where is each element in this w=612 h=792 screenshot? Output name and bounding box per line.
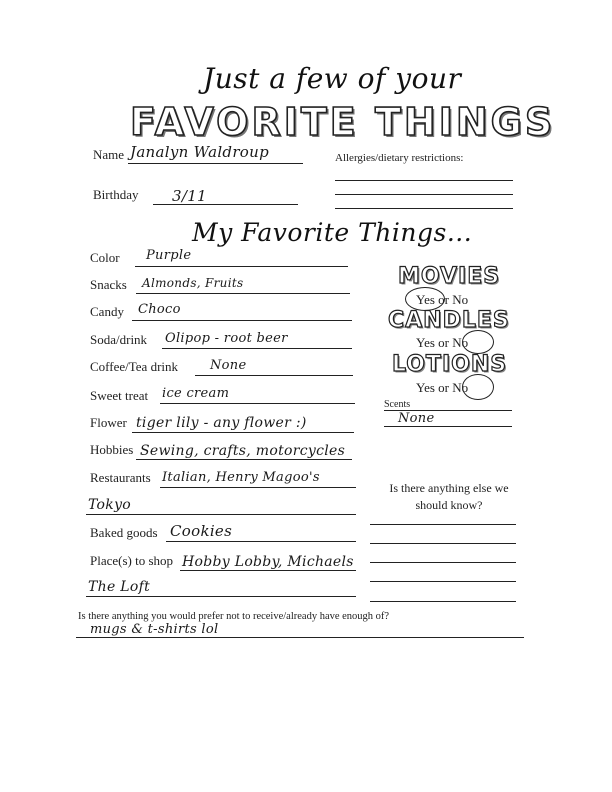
candles-no-option[interactable]: No	[452, 335, 469, 350]
movies-title: MOVIES	[398, 264, 501, 289]
favorite-line-coffee	[195, 375, 353, 376]
favorite-line-restaurants-2	[86, 514, 356, 515]
favorite-line-shop-2	[86, 596, 356, 597]
favorite-value-shop-2[interactable]: The Loft	[88, 579, 151, 595]
favorite-value-flower[interactable]: tiger lily - any flower :)	[136, 415, 307, 431]
favorite-line-sweet	[160, 403, 355, 404]
favorite-value-color[interactable]: Purple	[146, 248, 192, 263]
allergies-label: Allergies/dietary restrictions:	[335, 152, 464, 164]
prefer-not-question: Is there anything you would prefer not to receive/already have enough of?	[78, 611, 390, 622]
favorite-value-shop[interactable]: Hobby Lobby, Michaels	[182, 554, 354, 570]
favorite-label-shop: Place(s) to shop	[90, 553, 174, 568]
favorite-line-candy	[132, 320, 352, 321]
favorite-label-restaurants: Restaurants	[90, 470, 151, 485]
name-value[interactable]: Janalyn Waldroup	[130, 143, 269, 161]
allergies-line-2[interactable]	[335, 194, 513, 195]
favorite-label-soda: Soda/drink	[90, 332, 148, 347]
header-script-title: Just a few of your	[203, 62, 462, 95]
favorite-label-baked: Baked goods	[90, 525, 158, 540]
lotions-no-option[interactable]: No	[452, 380, 469, 395]
favorite-value-coffee[interactable]: None	[210, 358, 247, 373]
favorite-line-color	[135, 266, 348, 267]
lotions-yes-option[interactable]: Yes	[416, 380, 435, 395]
prefer-not-answer[interactable]: mugs & t-shirts lol	[90, 622, 219, 637]
anything-else-line-4[interactable]	[370, 581, 516, 582]
allergies-line-1[interactable]	[335, 180, 513, 181]
movies-or-text: or	[438, 292, 450, 307]
candles-yes-option[interactable]: Yes	[416, 335, 435, 350]
candles-or-text: or	[438, 335, 450, 350]
favorite-label-hobbies: Hobbies	[90, 442, 134, 457]
candles-no-circle	[462, 330, 494, 354]
favorite-value-sweet[interactable]: ice cream	[162, 386, 230, 401]
favorite-label-color: Color	[90, 250, 120, 265]
favorite-value-candy[interactable]: Choco	[138, 302, 181, 317]
movies-no-option[interactable]: No	[452, 292, 469, 307]
movies-yes-option[interactable]: Yes	[416, 292, 435, 307]
candles-options	[416, 335, 468, 351]
anything-else-question: Is there anything else we should know?	[389, 481, 509, 512]
favorite-value-restaurants[interactable]: Italian, Henry Magoo's	[162, 470, 320, 485]
favorite-label-sweet: Sweet treat	[90, 388, 149, 403]
favorite-line-baked	[166, 541, 356, 542]
favorite-line-restaurants	[160, 487, 356, 488]
anything-else-line-5[interactable]	[370, 601, 516, 602]
birthday-value[interactable]: 3/11	[172, 187, 207, 205]
favorite-line-snacks	[136, 293, 350, 294]
allergies-line-3[interactable]	[335, 208, 513, 209]
anything-else-line-1[interactable]	[370, 524, 516, 525]
favorite-value-snacks[interactable]: Almonds, Fruits	[142, 276, 244, 290]
favorite-line-hobbies	[136, 459, 352, 460]
favorite-value-hobbies[interactable]: Sewing, crafts, motorcycles	[140, 443, 346, 459]
candles-title: CANDLES	[388, 308, 510, 333]
favorite-value-soda[interactable]: Olipop - root beer	[165, 331, 288, 346]
lotions-title: LOTIONS	[392, 352, 508, 377]
scents-line-2	[384, 426, 512, 427]
scents-label: Scents	[384, 399, 411, 410]
birthday-label: Birthday	[93, 187, 139, 202]
prefer-not-line	[76, 637, 524, 638]
favorite-label-candy: Candy	[90, 304, 124, 319]
name-label: Name	[93, 147, 125, 162]
favorite-line-flower	[132, 432, 354, 433]
favorite-line-soda	[162, 348, 352, 349]
birthday-line	[153, 204, 298, 205]
favorite-value-restaurants-2[interactable]: Tokyo	[88, 497, 132, 513]
name-line	[128, 163, 303, 164]
scents-value[interactable]: None	[398, 411, 435, 426]
lotions-or-text: or	[438, 380, 450, 395]
favorite-value-baked[interactable]: Cookies	[170, 522, 233, 540]
favorite-label-snacks: Snacks	[90, 277, 127, 292]
section-title: My Favorite Things...	[192, 218, 473, 247]
header-main-title: FAVORITE THINGS	[130, 100, 556, 144]
favorite-line-shop	[180, 570, 356, 571]
lotions-no-circle	[462, 374, 494, 400]
anything-else-line-3[interactable]	[370, 562, 516, 563]
favorite-label-flower: Flower	[90, 415, 127, 430]
favorite-label-coffee: Coffee/Tea drink	[90, 359, 179, 374]
lotions-options	[416, 380, 468, 396]
anything-else-line-2[interactable]	[370, 543, 516, 544]
